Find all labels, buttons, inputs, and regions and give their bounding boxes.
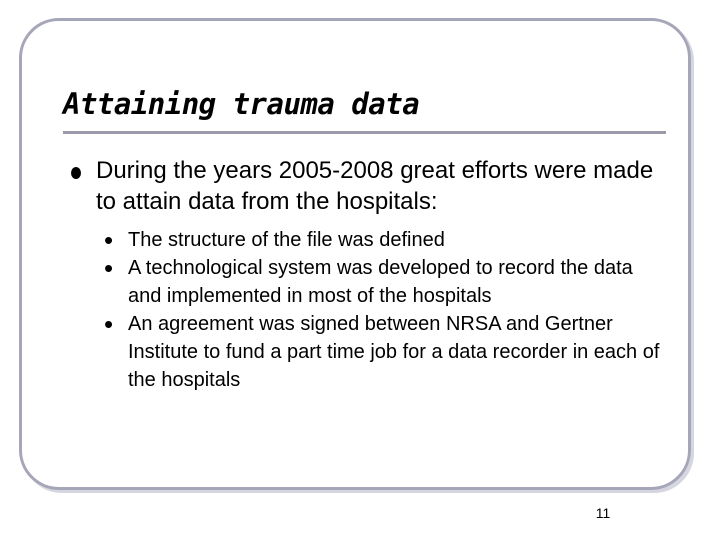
sub-bullet-list: [104, 226, 664, 394]
slide-title: Attaining trauma data: [63, 87, 420, 121]
title-underline-rule: [63, 131, 666, 134]
main-bullet-icon: [71, 167, 81, 179]
sub-bullet-text: An agreement was signed between NRSA and Gertner Institute to fund a part time job for a data recorder in each of the hospitals: [128, 313, 660, 391]
sub-bullet-text: A technological system was developed to record the data and implemented in most of the hospitals: [128, 257, 633, 307]
bullet-dot-icon: •: [104, 309, 114, 339]
bullet-dot-icon: •: [104, 225, 114, 255]
bullet-dot-icon: •: [104, 253, 114, 283]
sub-bullet-item: [104, 310, 664, 394]
sub-bullet-item: [104, 254, 664, 310]
main-bullet-text: During the years 2005-2008 great efforts were made to attain data from the hospitals:: [96, 157, 654, 215]
page-number: 11: [595, 505, 611, 521]
sub-bullet-item: [104, 226, 664, 254]
sub-bullet-text: The structure of the file was defined: [128, 229, 445, 251]
